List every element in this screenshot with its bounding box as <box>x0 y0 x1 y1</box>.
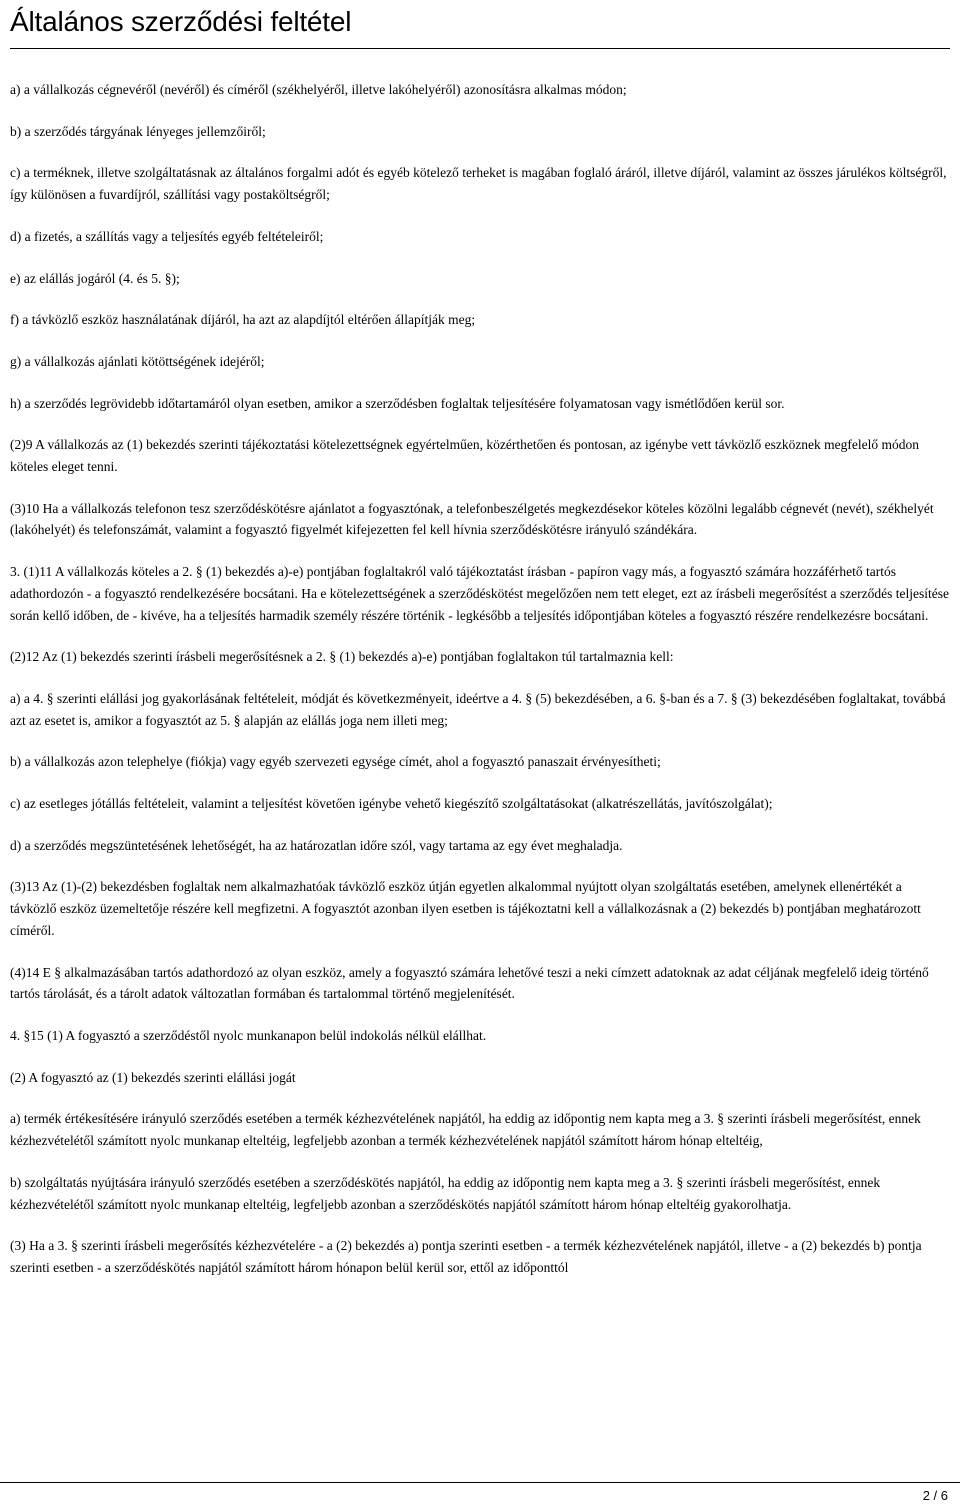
paragraph-10: (3)10 Ha a vállalkozás telefonon tesz szerződéskötésre ajánlatot a fogyasztónak, a telefonbeszélgetés megkezdésekor köteles közölni legalább cégnevét (nevét), székhelyét (lakóhelyét) és telefonszámát, valamint a fogyasztó figyelmét kifejezetten fel kell hívnia szerződéskötésre irányuló szándékára. <box>10 500 934 538</box>
page-title: Általános szerződési feltétel <box>10 6 352 37</box>
paragraph-3: c) a terméknek, illetve szolgáltatásnak az általános forgalmi adót és egyéb kötelező terheket is magában foglaló áráról, illetve díjáról, valamint az összes járulékos költségről, így különösen a fuvardíjról, szállítási vagy postaköltségről; <box>10 165 947 203</box>
paragraph-11: 3. (1)11 A vállalkozás köteles a 2. § (1) bekezdés a)-e) pontjában foglaltakról való tájékoztatást írásban - papíron vagy más, a fogyasztó számára hozzáférhető tartós adathordozón - a fogyasztó rendelkezésére bocsátani. Ha e kötelezettségének a szerződéskötést megelőzően nem tett eleget, ezt az írásbeli megerősítést a szerződés teljesítése során kellő időben, de - kivéve, ha a teljesítés harmadik személy részére történik - legkésőbb a teljesítés időpontjában köteles a fogyasztó részére rendelkezésre bocsátani. <box>10 564 949 623</box>
paragraph-17: (3)13 Az (1)-(2) bekezdésben foglaltak nem alkalmazhatóak távközlő eszköz útján egyetlen alkalommal nyújtott olyan szolgáltatás esetében, amelynek ellenértékét a távközlő eszköz üzemeltetője részére kell megfizetni. A fogyasztót azonban ilyen esetben is tájékoztatni kell a vállalkozásnak a (2) bekezdés b) pontjában meghatározott címéről. <box>10 879 921 938</box>
paragraph-22: b) szolgáltatás nyújtására irányuló szerződés esetében a szerződéskötés napjától, ha eddig az időpontig nem kapta meg a 3. § szerinti írásbeli megerősítést, ennek kézhezvételétől számított nyolc munkanap elteltéig, legfeljebb azonban a szerződéskötés napjától számított három hónap elteltéig gyakorolhatja. <box>10 1174 881 1212</box>
paragraph-19: 4. §15 (1) A fogyasztó a szerződéstől nyolc munkanapon belül indokolás nélkül elállhat. <box>10 1027 487 1043</box>
paragraph-21: a) termék értékesítésére irányuló szerződés esetében a termék kézhezvételének napjától, ha eddig az időpontig nem kapta meg a 3. § szerinti írásbeli megerősítést, ennek kézhezvételétől számított nyolc munkanap elteltéig, legfeljebb azonban a termék kézhezvételének napjától számított három hónap elteltéig, <box>10 1111 921 1149</box>
document-body <box>10 79 950 1299</box>
paragraph-4: d) a fizetés, a szállítás vagy a teljesítés egyéb feltételeiről; <box>10 228 324 244</box>
paragraph-15: c) az esetleges jótállás feltételeit, valamint a teljesítést követően igénybe vehető kiegészítő szolgáltatásokat (alkatrészellátás, javítószolgálat); <box>10 796 773 812</box>
paragraph-7: g) a vállalkozás ajánlati kötöttségének idejéről; <box>10 353 265 369</box>
paragraph-12: (2)12 Az (1) bekezdés szerinti írásbeli megerősítésnek a 2. § (1) bekezdés a)-e) pontjában foglaltakon túl tartalmaznia kell: <box>10 649 674 665</box>
footer-divider <box>0 1482 960 1483</box>
title-divider <box>10 48 950 49</box>
paragraph-20: (2) A fogyasztó az (1) bekezdés szerinti elállási jogát <box>10 1069 296 1085</box>
paragraph-2: b) a szerződés tárgyának lényeges jellemzőiről; <box>10 123 266 139</box>
paragraph-16: d) a szerződés megszüntetésének lehetőségét, ha az határozatlan időre szól, vagy tartama az egy évet meghaladja. <box>10 837 623 853</box>
paragraph-1: a) a vállalkozás cégnevéről (nevéről) és címéről (székhelyéről, illetve lakóhelyéről) azonosításra alkalmas módon; <box>10 82 627 97</box>
page-number: 2 / 6 <box>922 1488 948 1503</box>
paragraph-23: (3) Ha a 3. § szerinti írásbeli megerősítés kézhezvételére - a (2) bekezdés a) pontja szerinti esetben - a termék kézhezvételének napjától, illetve - a (2) bekezdés b) pontja szerinti esetben - a szerződéskötés napjától számított három hónapon belül kerül sor, ettől az időponttól <box>10 1238 922 1275</box>
paragraph-9: (2)9 A vállalkozás az (1) bekezdés szerinti tájékoztatási kötelezettségnek egyértelműen, közérthetően és pontosan, az igénybe vett távközlő eszköznek megfelelő módon köteles eleget tenni. <box>10 437 920 475</box>
paragraph-6: f) a távközlő eszköz használatának díjáról, ha azt az alapdíjtól eltérően állapítják meg; <box>10 312 476 328</box>
paragraph-8: h) a szerződés legrövidebb időtartamáról olyan esetben, amikor a szerződésben foglaltak teljesítésére folyamatosan vagy ismétlődően kerül sor. <box>10 395 785 411</box>
paragraph-18: (4)14 E § alkalmazásában tartós adathordozó az olyan eszköz, amely a fogyasztó számára lehetővé teszi a neki címzett adatoknak az adat céljának megfelelő ideig történő tartós tárolását, és a tárolt adatok változatlan formában és tartalommal történő megjelenítését. <box>10 964 929 1002</box>
paragraph-13: a) a 4. § szerinti elállási jog gyakorlásának feltételeit, módját és következményeit, ideértve a 4. § (5) bekezdésében, a 6. §-ban és a 7. § (3) bekezdésében foglaltakat, továbbá azt az esetet is, amikor a fogyasztót az 5. § alapján az elállás joga nem illeti meg; <box>10 690 946 728</box>
paragraph-5: e) az elállás jogáról (4. és 5. §); <box>10 270 180 286</box>
paragraph-14: b) a vállalkozás azon telephelye (fiókja) vagy egyéb szervezeti egysége címét, ahol a fogyasztó panaszait érvényesítheti; <box>10 754 661 770</box>
